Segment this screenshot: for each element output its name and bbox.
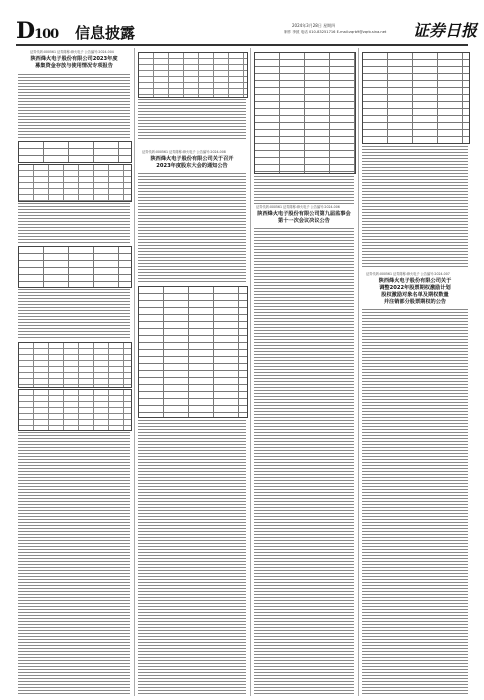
data-table: [362, 52, 470, 144]
page-number-digits: 100: [34, 27, 59, 42]
column-divider: [134, 48, 135, 696]
title-line: 并注销部分股票期权的公告: [383, 299, 447, 305]
title-line: 陕西烽火电子股份有限公司2023年度: [30, 56, 118, 62]
page-letter: D: [16, 18, 35, 44]
announcement-title: [22, 56, 126, 70]
masthead-rule: [16, 44, 468, 46]
body-text: [138, 420, 246, 694]
data-table: [138, 52, 248, 98]
announcement-code-line: 证券代码:000561 证券简称:烽火电子 公告编号:2024-007: [366, 272, 450, 276]
title-line: 股权激励对象名单及期权数量: [381, 292, 449, 298]
title-line: 调整2022年股票期权激励计划: [379, 285, 451, 291]
page-number: [16, 18, 58, 44]
title-line: 陕西烽火电子股份有限公司关于: [378, 278, 452, 284]
data-table: [18, 141, 132, 163]
title-line: 陕西烽火电子股份有限公司第九届监事会: [257, 211, 351, 217]
body-text: [18, 203, 130, 243]
title-line: 募集资金存放与使用情况专项报告: [35, 63, 113, 69]
data-table: [18, 246, 132, 288]
title-line: 2023年度股东大会的通知公告: [156, 163, 228, 169]
announcement-title: [362, 278, 468, 306]
column-divider: [358, 48, 359, 696]
body-text: [362, 309, 468, 694]
data-table: [138, 286, 248, 418]
announcement-title: [138, 156, 246, 170]
masthead: [0, 0, 484, 44]
data-table: [18, 389, 132, 431]
announcement-title: [254, 211, 354, 225]
column-divider: [250, 48, 251, 696]
body-text: [18, 74, 130, 138]
announcement-code-line: 证券代码:000561 证券简称:烽火电子 公告编号:2024-006: [256, 205, 340, 209]
data-table: [254, 52, 356, 174]
contact-line: 制作 李波 电话 010-83251716 E-mail:zqrb9@zqrb.sina.net: [284, 30, 387, 34]
body-text: [362, 146, 468, 268]
body-text: [254, 228, 354, 694]
newspaper-logo: 证券日报: [413, 21, 478, 40]
data-table: [18, 342, 132, 388]
announcement-code-line: 证券代码:000561 证券简称:烽火电子 公告编号:2024-004: [30, 50, 114, 54]
title-line: 陕西烽火电子股份有限公司关于召开: [150, 156, 234, 162]
announcement-code-line: 证券代码:000561 证券简称:烽火电子 公告编号:2024-008: [142, 150, 226, 154]
body-text: [254, 176, 354, 204]
body-text: [18, 289, 130, 339]
body-text: [18, 432, 130, 694]
section-title: 信息披露: [75, 24, 136, 42]
dateline: 2024年3月28日 星期四: [292, 23, 336, 28]
title-line: 第十一次会议决议公告: [278, 218, 330, 224]
body-text: [138, 173, 246, 283]
data-table: [18, 164, 132, 202]
body-text: [138, 99, 246, 141]
